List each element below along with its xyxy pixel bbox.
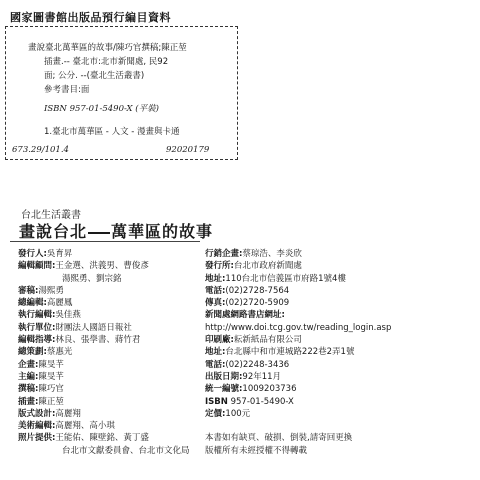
credit-value: 蔡惠光: [46, 347, 73, 358]
cip-publisher-line: 插畫.-- 臺北市:北市新聞處, 民92: [44, 57, 169, 67]
cip-title-line: 畫說臺北萬華區的故事/陳巧官撰稿;陳正堃: [28, 43, 187, 53]
credit-row: [205, 273, 475, 285]
spacer-row: [205, 420, 475, 432]
credit-value: (02)2720-5909: [225, 298, 290, 309]
cip-subject-line: 1.臺北市萬華區 - 人文 - 漫畫與卡通: [44, 127, 180, 137]
credit-value: 陳巧官: [38, 384, 64, 395]
credit-label: 主編:: [18, 371, 39, 382]
credit-value: 吳育昇: [46, 249, 73, 259]
credit-row: [205, 322, 475, 334]
credit-value: 陳旻芊: [38, 371, 64, 382]
credit-row: [18, 334, 218, 346]
credit-label: 電話:: [205, 359, 226, 370]
credit-row: [18, 273, 218, 285]
credit-label: ISBN: [205, 396, 228, 407]
title-divider: [10, 241, 200, 242]
credit-row: [205, 309, 475, 321]
credit-row: [205, 260, 475, 272]
credit-label: 審稿:: [18, 285, 39, 296]
credit-value: 92年11月: [242, 371, 282, 382]
credit-label: 行銷企畫:: [205, 249, 243, 259]
credit-label: 總策劃:: [18, 347, 47, 358]
credit-row: [18, 359, 218, 371]
credit-label: 版式設計:: [18, 408, 56, 419]
credit-row: [205, 408, 475, 420]
credit-row: [18, 396, 218, 408]
credit-value: 台北縣中和市連城路222巷2弄1號: [225, 347, 355, 358]
credit-label: 執行單位:: [18, 322, 56, 333]
book-title-part2: 萬華區的故事: [111, 222, 214, 241]
credit-row: [205, 334, 475, 346]
credit-value: 陳正堃: [38, 396, 64, 407]
credit-row: [18, 371, 218, 383]
credit-value: 王能佑、陳壁銘、黃丁盛: [55, 433, 149, 444]
cip-class-number: 673.29/101.4: [12, 145, 69, 155]
credit-row: [205, 346, 475, 358]
credit-label: 撰稿:: [18, 384, 39, 395]
credit-label: 新聞處網路書店網址:: [205, 310, 285, 321]
credit-value: 蔡琼浩、李炎欣: [242, 249, 302, 259]
credit-value: 湯熙勇、劉宗銘: [62, 273, 122, 284]
credit-row: [205, 248, 475, 260]
credit-row: [205, 396, 475, 408]
cip-pages-line: 面; 公分. --(臺北生活叢書): [44, 71, 145, 81]
credit-label: 發行所:: [205, 261, 234, 272]
credit-label: 照片提供:: [18, 433, 56, 444]
credits-right-column: [205, 248, 475, 457]
credit-label: 編輯顧問:: [18, 261, 56, 272]
credit-label: 出版日期:: [205, 371, 243, 382]
credit-row: [18, 297, 218, 309]
credit-row: [18, 383, 218, 395]
credit-label: 地址:: [205, 273, 226, 284]
credit-row: [18, 420, 218, 432]
notice-row: [205, 445, 475, 457]
credit-label: 美術編輯:: [18, 421, 56, 432]
credit-row: [18, 445, 218, 457]
credit-value: 林良、張學書、蔣竹君: [55, 335, 141, 346]
credit-row: [18, 408, 218, 420]
credit-value: 高麗翔、高小琪: [55, 421, 115, 432]
credit-label: 總編輯:: [18, 298, 47, 309]
credit-label: 插畫:: [18, 396, 39, 407]
credit-label: 企畫:: [18, 359, 39, 370]
credit-label: 電話:: [205, 285, 226, 296]
series-name: 台北生活叢書: [21, 210, 81, 221]
credit-row: [205, 285, 475, 297]
credit-label: 傳真:: [205, 298, 226, 309]
notice-row: [205, 432, 475, 444]
credit-value: (02)2728-7564: [225, 285, 290, 296]
credit-row: [18, 322, 218, 334]
credit-value: 110台北市信義區市府路1號4樓: [225, 273, 346, 284]
credit-label: 編輯指導:: [18, 335, 56, 346]
cip-header: 國家圖書館出版品預行編目資料: [10, 11, 171, 24]
credits-left-column: [18, 248, 218, 457]
credit-value: 957-01-5490-X: [230, 396, 294, 407]
copyright-notice: 版權所有未經授權不得轉載: [205, 445, 308, 456]
credit-row: [18, 346, 218, 358]
credit-label: 執行編輯:: [18, 310, 56, 321]
credit-row: [18, 248, 218, 260]
credit-row: [205, 359, 475, 371]
credit-value: 耘新紙品有限公司: [233, 335, 302, 346]
credit-value: (02)2248-3436: [225, 359, 290, 370]
cip-isbn-line: ISBN 957-01-5490-X (平裝): [44, 104, 159, 114]
cip-record-box: [5, 26, 238, 160]
credit-value: 湯熙勇: [38, 285, 64, 296]
credit-value: 吳佳燕: [55, 310, 81, 321]
credit-label: 發行人:: [18, 249, 47, 259]
credit-value: 台北市政府新聞處: [233, 261, 302, 272]
credit-row: [205, 371, 475, 383]
credit-value: 陳旻芊: [38, 359, 64, 370]
credit-row: [18, 432, 218, 444]
cip-bibliography-line: 參考書目:面: [44, 85, 90, 95]
credit-row: [18, 260, 218, 272]
credit-label: 統一編號:: [205, 384, 243, 395]
replacement-notice: 本書如有缺頁、破損、倒裝,請寄回更換: [205, 433, 353, 444]
credit-row: [205, 383, 475, 395]
book-title-part1: 畫說台北: [19, 222, 88, 241]
credit-value: 100元: [225, 408, 251, 419]
book-title: [19, 219, 213, 242]
credit-value: 1009203736: [242, 384, 297, 395]
credit-label: 地址:: [205, 347, 226, 358]
credit-label: 定價:: [205, 408, 226, 419]
credit-value: 高麗翔: [55, 408, 81, 419]
credit-value: 高麗鳳: [46, 298, 73, 309]
credit-row: [18, 309, 218, 321]
credit-label: 印刷廠:: [205, 335, 234, 346]
title-dash: [88, 232, 110, 234]
credit-row: [205, 297, 475, 309]
cip-record-number: 92020179: [166, 145, 210, 155]
credit-value: 財團法人國語日報社: [55, 322, 132, 333]
bookstore-url: http://www.doi.tcg.gov.tw/reading_login.asp: [205, 322, 392, 333]
credit-row: [18, 285, 218, 297]
credit-value: 王金選、洪義男、曹俊彥: [55, 261, 149, 272]
credit-value: 台北市文獻委員會、台北市文化局: [62, 445, 190, 456]
